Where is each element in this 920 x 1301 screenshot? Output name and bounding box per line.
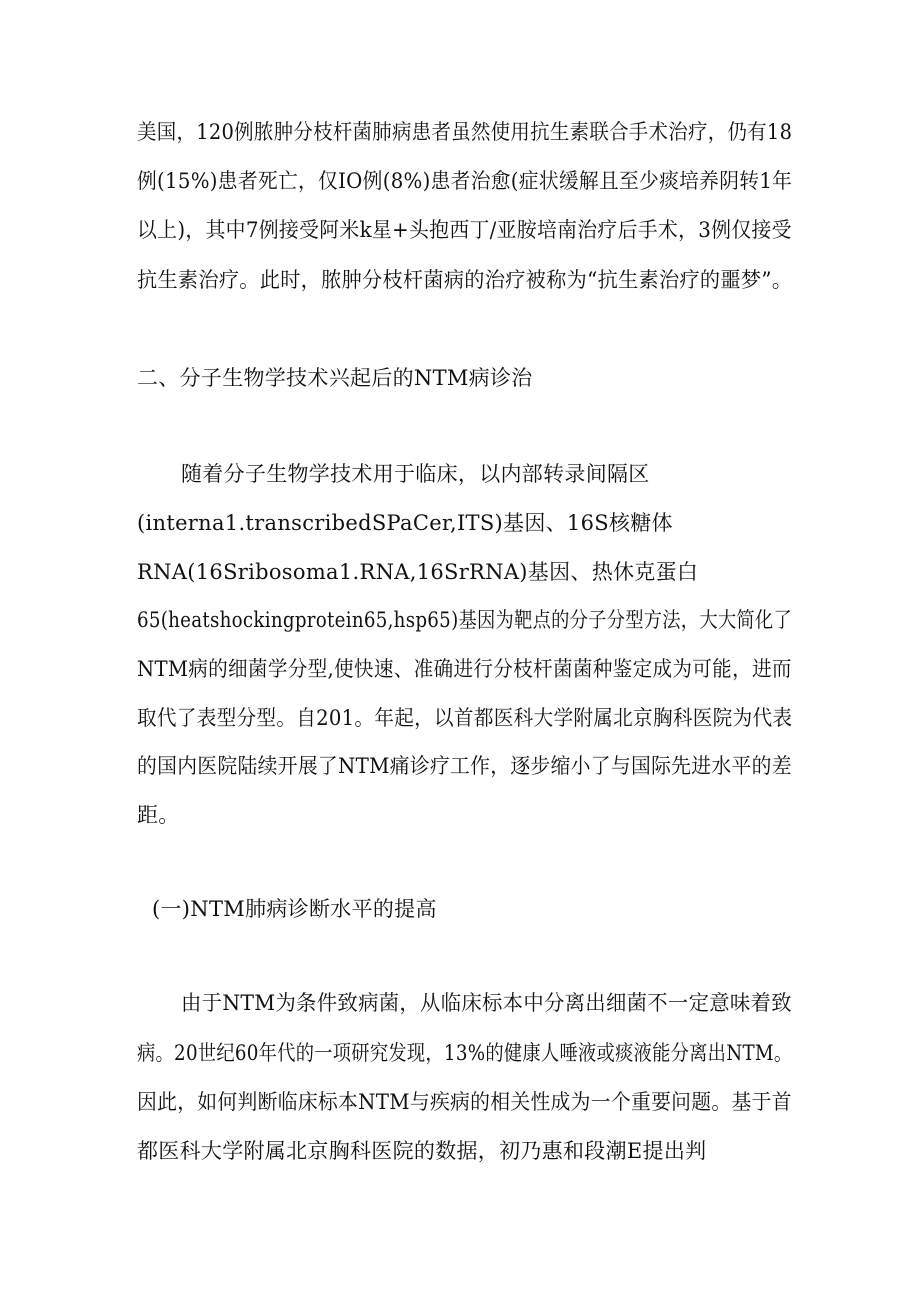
paragraph-3-line-4: 都医科大学附属北京胸科医院的数据，初乃惠和段潮E提出判 (137, 1139, 707, 1163)
paragraph-1-line-3: 以上)，其中7例接受阿米k星+头抱西丁/亚胺培南治疗后手术，3例仅接受 (137, 218, 792, 242)
section-heading: 二、分子生物学技术兴起后的NTM病诊治 (137, 366, 533, 390)
paragraph-3-line-3: 因此，如何判断临床标本NTM与疾病的相关性成为一个重要问题。基于首 (137, 1090, 792, 1114)
paragraph-2-line-4: 65(heatshockingprotein65,hsp65)基因为靶点的分子分型方法，大大简化了 (137, 608, 792, 632)
paragraph-2-line-6: 取代了表型分型。自201。年起，以首都医科大学附属北京胸科医院为代表 (137, 706, 793, 730)
paragraph-3-line-1: 由于NTM为条件致病菌，从临床标本中分离出细菌不一定意味着致 (181, 991, 792, 1015)
paragraph-2-line-8: 距。 (137, 803, 180, 827)
paragraph-3-line-2: 病。20世纪60年代的一项研究发现，13%的健康人唾液或痰液能分离出NTM。 (137, 1041, 793, 1065)
subsection-heading: (一)NTM肺病诊断水平的提高 (152, 897, 437, 921)
paragraph-2-line-3: RNA(16Sribosoma1.RNA,16SrRNA)基因、热休克蛋白 (137, 560, 699, 584)
paragraph-2-line-1: 随着分子生物学技术用于临床，以内部转录间隔区 (181, 462, 650, 486)
paragraph-2-line-2: (interna1.transcribedSPaCer,ITS)基因、16S核糖体 (137, 511, 673, 535)
paragraph-2-line-5: NTM病的细菌学分型,使快速、准确进行分枝杆菌菌种鉴定成为可能，进而 (137, 657, 792, 681)
paragraph-1-line-1: 美国，120例脓肿分枝杆菌肺病患者虽然使用抗生素联合手术治疗，仍有18 (137, 120, 793, 144)
paragraph-1-line-2: 例(15%)患者死亡，仅IO例(8%)患者治愈(症状缓解且至少痰培养阴转1年 (137, 169, 793, 193)
paragraph-1-line-4: 抗生素治疗。此时，脓肿分枝杆菌病的治疗被称为“抗生素治疗的噩梦”。 (137, 268, 793, 292)
paragraph-2-line-7: 的国内医院陆续开展了NTM痛诊疗工作，逐步缩小了与国际先进水平的差 (137, 754, 792, 778)
